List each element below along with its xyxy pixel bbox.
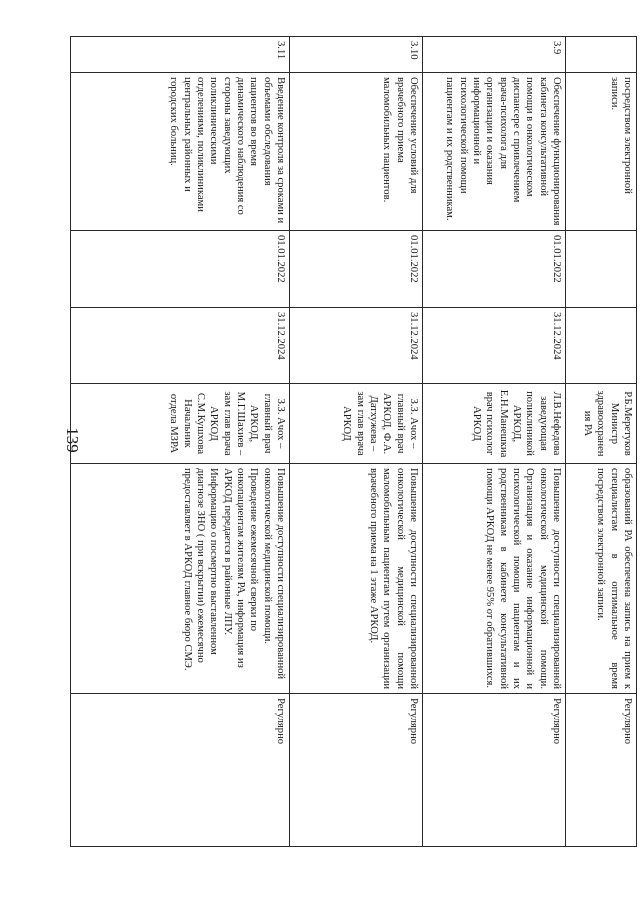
start-date-cell: 01.01.2022 — [290, 231, 423, 308]
row-number: 3.10 — [290, 37, 423, 73]
end-date-cell: 31.12.2024 — [71, 308, 290, 384]
row-number: 3.9 — [423, 37, 566, 73]
periodicity-cell: Регулярно — [566, 694, 637, 847]
responsible-cell: Р.Б.Меретуков Министр здравоохранения РА — [566, 384, 637, 464]
result-cell: Повышение доступности специализированной онкологической медицинской помощи. Проведение ежемесячной сверки по онкопациентам жителям РА, информация из АРКОД передается в районные ЛПУ. Информацию о посмертно выставленном диагнозе ЗНО ( при вскрытии) ежемесячно предоставляет в АРКОД главное бюро СМЭ. — [71, 464, 290, 694]
row-number: 3.11 — [71, 37, 290, 73]
result-cell: Повышение доступности специализированной онкологической медицинской помощи маломобильным пациентам путем организации врачебного приема на 1 этаже АРКОД. — [290, 464, 423, 694]
measure-cell: Обеспечение условий для врачебного приема маломобильных пациентов. — [290, 73, 423, 231]
row-number — [566, 37, 637, 73]
end-date-cell — [566, 308, 637, 384]
table-row — [566, 37, 637, 847]
responsible-cell: Л.В.Нефедова заведующая поликлиникой АРКОД, Е.Н.Манешкиа врач психолог АРКОД — [423, 384, 566, 464]
periodicity-cell: Регулярно — [71, 694, 290, 847]
table-row — [290, 37, 423, 847]
start-date-cell: 01.01.2022 — [71, 231, 290, 308]
measure-cell: Обеспечение функционирования кабинета консультативной помощи в онкологическом диспансере с привлечением врача-психолога для организации и оказания информационной и психологической помощи пациентам и их родственникам. — [423, 73, 566, 231]
responsible-cell: З.З. Ачох – главный врач АРКОД, Ф.А. Датхужева – зам глав врача АРКОД — [290, 384, 423, 464]
measure-cell: посредством электронной записи. — [566, 73, 637, 231]
result-cell: образований РА обеспечена запись на прием к специалистам в оптимальное время посредством электронной записи. — [566, 464, 637, 694]
end-date-cell: 31.12.2024 — [290, 308, 423, 384]
plan-table-rotated — [82, 36, 637, 846]
responsible-cell: З.З. Ачох – главный врач АРКОД, М.Г.Шахиев – зам глав врача АРКОД С.М.Кушхова Начальник отдела МЗРА — [71, 384, 290, 464]
measure-cell: Введение контроля за сроками и объемами обследования пациентов во время динамического наблюдения со стороны заведующих поликлиническими отделениями, поликлиниками центральных районных и городских больниц. — [71, 73, 290, 231]
result-cell: Повышение доступности специализированной онкологической медицинской помощи. Организация и оказание информационной и психологической помощи пациентам и их родственникам в кабинете консультативной помощи АРКОД не менее 95% от обратившихся. — [423, 464, 566, 694]
page-number: 139 — [63, 427, 82, 453]
plan-table — [70, 36, 637, 847]
periodicity-cell: Регулярно — [423, 694, 566, 847]
end-date-cell: 31.12.2024 — [423, 308, 566, 384]
start-date-cell — [566, 231, 637, 308]
table-row — [71, 37, 290, 847]
periodicity-cell: Регулярно — [290, 694, 423, 847]
table-row — [423, 37, 566, 847]
start-date-cell: 01.01.2022 — [423, 231, 566, 308]
